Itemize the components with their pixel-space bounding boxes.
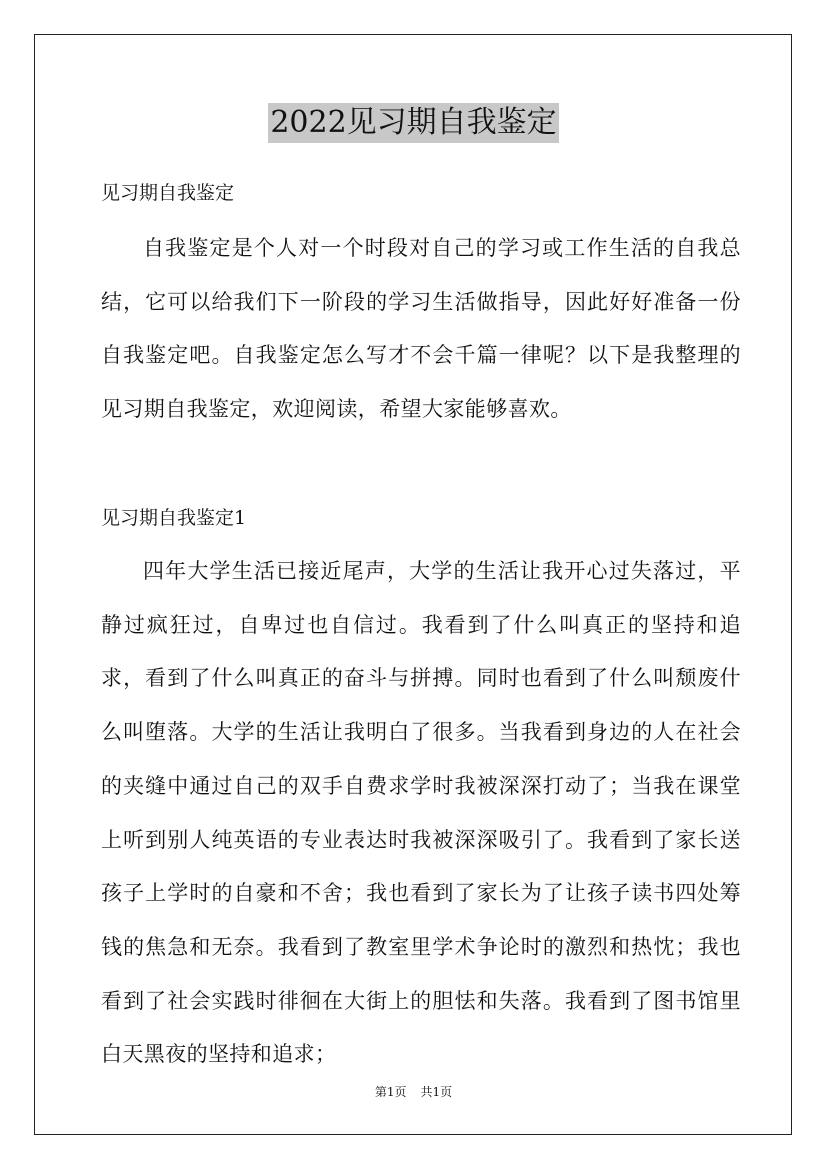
document-title: 2022见习期自我鉴定 <box>268 103 558 143</box>
body-paragraph: 四年大学生活已接近尾声，大学的生活让我开心过失落过，平静过疯狂过，自卑过也自信过。我看到了什么叫真正的坚持和追求，看到了什么叫真正的奋斗与拼搏。同时也看到了什么叫颓废什么叫堕落。大学的生活让我明白了很多。当我看到身边的人在社会的夹缝中通过自己的双手自费求学时我被深深打动了；当我在课堂上听到别人纯英语的专业表达时我被深深吸引了。我看到了家长送孩子上学时的自豪和不舍；我也看到了家长为了让孩子读书四处筹钱的焦急和无奈。我看到了教室里学术争论时的激烈和热忱；我也看到了社会实践时徘徊在大街上的胆怯和失落。我看到了图书馆里白天黑夜的坚持和追求； <box>101 559 741 1067</box>
subsection-heading: 见习期自我鉴定1 <box>101 507 247 529</box>
title-container <box>0 103 827 143</box>
page-number: 第1页 <box>374 1085 407 1099</box>
page-footer <box>0 1084 827 1100</box>
section-heading: 见习期自我鉴定 <box>101 182 235 204</box>
intro-paragraph: 自我鉴定是个人对一个时段对自己的学习或工作生活的自我总结，它可以给我们下一阶段的学习生活做指导，因此好好准备一份自我鉴定吧。自我鉴定怎么写才不会千篇一律呢？以下是我整理的见习期自我鉴定，欢迎阅读，希望大家能够喜欢。 <box>101 236 741 422</box>
page-total: 共1页 <box>420 1085 453 1099</box>
